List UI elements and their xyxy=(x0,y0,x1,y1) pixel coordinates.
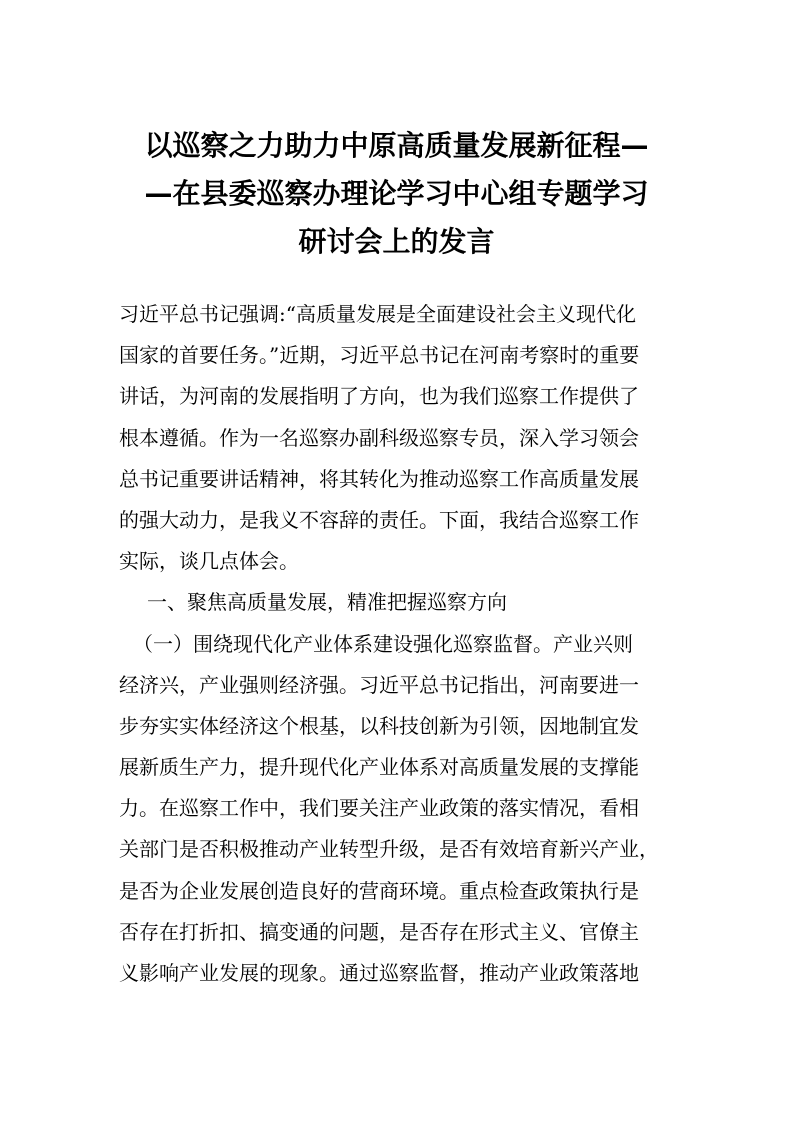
body-line: 根本遵循。作为一名巡察办副科级巡察专员，深入学习领会 xyxy=(119,425,639,450)
body-line: 展新质生产力，提升现代化产业体系对高质量发展的支撑能 xyxy=(119,755,639,780)
body-line: 总书记重要讲话精神，将其转化为推动巡察工作高质量发展 xyxy=(119,466,639,491)
document-body xyxy=(119,294,679,994)
title-line: 以巡察之力助力中原高质量发展新征程— xyxy=(144,129,649,162)
body-line: 力。在巡察工作中，我们要关注产业政策的落实情况，看相 xyxy=(119,796,639,821)
title-line: —在县委巡察办理论学习中心组专题学习 xyxy=(144,177,649,210)
body-line: 习近平总书记强调:“高质量发展是全面建设社会主义现代化 xyxy=(119,302,636,326)
document-title xyxy=(110,122,683,266)
body-line: 经济兴，产业强则经济强。习近平总书记指出，河南要进一 xyxy=(119,672,639,697)
body-line: 关部门是否积极推动产业转型升级，是否有效培育新兴产业， xyxy=(119,837,659,862)
body-line: 步夯实实体经济这个根基，以科技创新为引领，因地制宜发 xyxy=(119,713,639,738)
body-line: 讲话，为河南的发展指明了方向，也为我们巡察工作提供了 xyxy=(119,384,639,409)
body-line: 实际，谈几点体会。 xyxy=(119,549,299,574)
body-line: 的强大动力，是我义不容辞的责任。下面，我结合巡察工作 xyxy=(119,507,639,532)
body-line: 是否为企业发展创造良好的营商环境。重点检查政策执行是 xyxy=(119,878,639,903)
section-heading: 一、聚焦高质量发展，精准把握巡察方向 xyxy=(147,590,507,615)
body-line: 国家的首要任务。”近期，习近平总书记在河南考察时的重要 xyxy=(119,343,640,368)
body-line: 否存在打折扣、搞变通的问题，是否存在形式主义、官僚主 xyxy=(119,919,639,944)
title-line: 研讨会上的发言 xyxy=(298,225,495,258)
subsection-heading-line: （一）围绕现代化产业体系建设强化巡察监督。产业兴则 xyxy=(133,631,633,656)
body-line: 义影响产业发展的现象。通过巡察监督，推动产业政策落地 xyxy=(119,961,639,985)
